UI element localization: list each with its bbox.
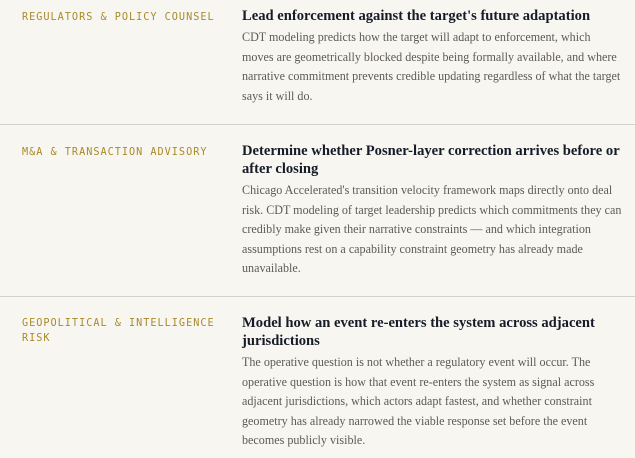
section-content	[242, 142, 624, 279]
section-heading: Lead enforcement against the target's future adaptation	[242, 8, 591, 24]
section-transaction-advisory	[0, 125, 636, 297]
section-label: REGULATORS & POLICY COUNSEL	[22, 12, 215, 23]
section-regulators	[0, 0, 636, 125]
section-geopolitical-risk	[0, 297, 636, 458]
section-heading: Determine whether Posner-layer correction arrives before or after closing	[242, 143, 620, 177]
section-body: The operative question is not whether a regulatory event will occur. The operative question is how that event re-enters the system as signal across adjacent jurisdictions, which actors adapt fastest, and whether constraint geometry has already narrowed the viable response set before the event becomes publicly visible.	[242, 355, 595, 447]
section-body: CDT modeling predicts how the target will adapt to enforcement, which moves are geometrically blocked despite being formally available, and where narrative commitment prevents credible updating regardless of what the target says it will do.	[242, 30, 621, 103]
section-label: M&A & TRANSACTION ADVISORY	[22, 147, 208, 158]
section-label: GEOPOLITICAL & INTELLIGENCE RISK	[22, 318, 215, 344]
section-content	[242, 7, 624, 106]
section-content	[242, 314, 624, 451]
section-heading: Model how an event re-enters the system across adjacent jurisdictions	[242, 315, 595, 349]
section-body: Chicago Accelerated's transition velocity framework maps directly onto deal risk. CDT modeling of target leadership predicts which commitments they can credibly make given their narrative constraints — and which integration assumptions rest on a capability constraint geometry has already made unavailable.	[242, 183, 622, 275]
